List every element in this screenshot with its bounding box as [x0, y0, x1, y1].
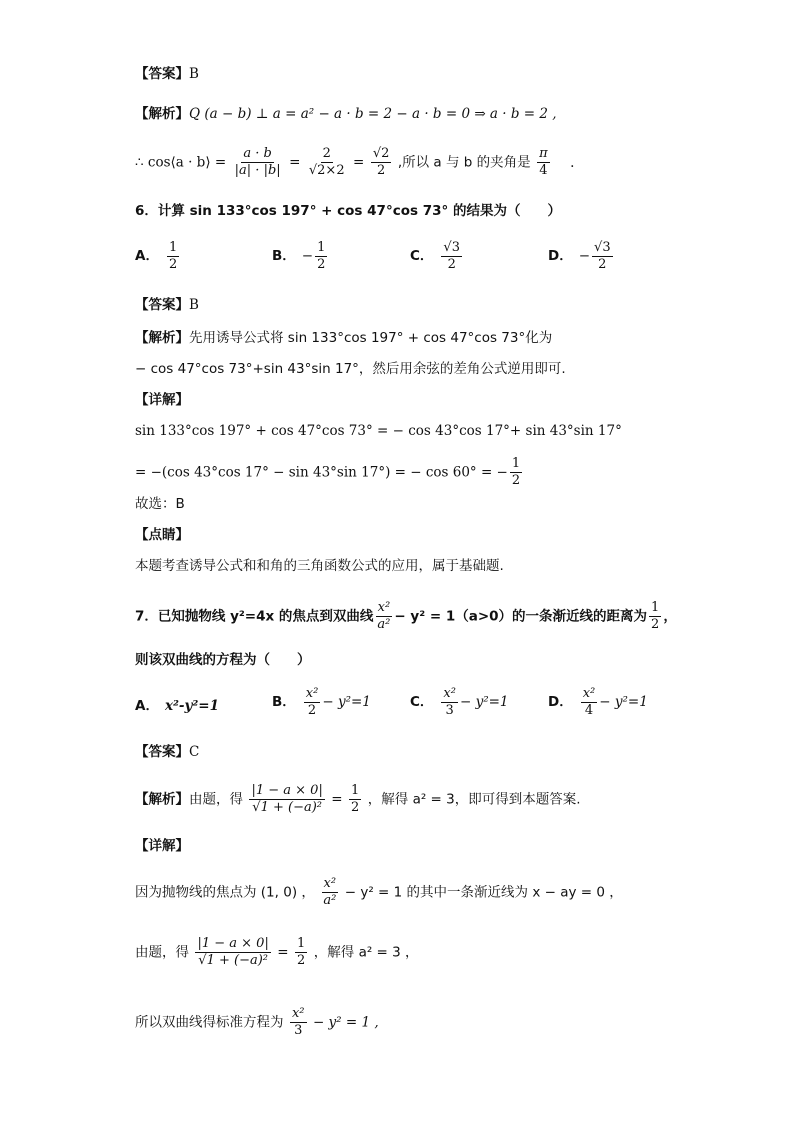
- q5-answer-line: [135, 64, 199, 84]
- q7-answer: C: [189, 744, 200, 760]
- q6-analysis-1: 先用诱导公式将 sin 133°cos 197° + cos 47°cos 73°化为: [189, 330, 553, 346]
- q6-option-d: D． − $\frac{√3}{2}$: [548, 240, 611, 272]
- q6-choice: 故选：B: [135, 496, 185, 512]
- q6-analysis-line: 【解析】先用诱导公式将 sin 133°cos 197° + cos 47°cos 73°化为: [135, 330, 553, 346]
- q7-detail-line-2: 由题，得 $\frac{|1 - a \times 0|}{\text{√1 + (−a)²}}$ = $\frac{1}{2}$ ，解得 a² = 3 ，: [135, 936, 419, 968]
- q7-analysis-line: 【解析】由题，得 $\frac{|1 - a \times 0|}{\text{√1 + (−a)²}}$ = $\frac{1}{2}$ ，解得 a² = 3，即可得到本题答案.: [135, 783, 581, 815]
- q7-answer-line: 【答案】C: [135, 744, 200, 760]
- q7-detail-tag: 【详解】: [135, 838, 189, 854]
- q6-analysis-line-2: − cos 47°cos 73°+sin 43°sin 17°，然后用余弦的差角公式逆用即可.: [135, 361, 566, 377]
- q7-stem-line-1: 7．已知抛物线 y²=4x 的焦点到双曲线 $\frac{\text{x²}}{\text{a²}}$ − y² = 1（a>0）的一条渐近线的距离为 $\frac{1}{2}$ ，: [135, 600, 677, 632]
- q5-frac-ab: $\frac{a \cdot b}{|a| \cdot |b|}$: [234, 146, 281, 178]
- q7-stem-line-2: 则该双曲线的方程为（ ）: [135, 652, 311, 668]
- answer-tag: 【答案】: [135, 66, 189, 82]
- q5-frac-2: $\frac{2}{√2\times 2}$: [308, 146, 345, 178]
- q6-stem: 6．计算 sin 133°cos 197° + cos 47°cos 73° 的结果为（ ）: [135, 203, 561, 219]
- q6-comment: 本题考查诱导公式和和角的三角函数公式的应用，属于基础题.: [135, 558, 504, 574]
- q6-detail-line-2: = −(cos 43°cos 17° − sin 43°sin 17°) = − cos 60° = − $\frac{1}{2}$: [135, 456, 521, 488]
- q6-answer: B: [189, 297, 199, 313]
- q6-detail-line-1: sin 133°cos 197° + cos 47°cos 73° = − cos 43°cos 17°+ sin 43°sin 17°: [135, 423, 622, 439]
- q7-option-c: C． $\frac{\text{x²}}{3}$ − y²=1: [410, 686, 509, 718]
- q7-option-a: A． x²-y²=1: [135, 698, 219, 714]
- analysis-tag: 【解析】: [135, 106, 189, 122]
- q6-answer-line: 【答案】B: [135, 297, 199, 313]
- q6-option-b: B． − $\frac{1}{2}$: [272, 240, 326, 272]
- q6-comment-tag: 【点睛】: [135, 527, 189, 543]
- q7-option-d: D． $\frac{\text{x²}}{4}$ − y²=1: [548, 686, 648, 718]
- q7-detail-line-3: 所以双曲线得标准方程为 $\frac{\text{x²}}{3}$ − y² = 1 ,: [135, 1006, 379, 1038]
- q5-angle-text: ,所以 a 与 b 的夹角是: [397, 154, 531, 171]
- q5-frac-pi: $\frac{\pi}{4}$: [539, 146, 548, 178]
- q6-detail-tag: 【详解】: [135, 392, 189, 408]
- q6-option-a: A． $\frac{1}{2}$: [135, 240, 178, 272]
- q6-option-c: C． $\frac{√3}{2}$: [410, 240, 460, 272]
- q5-frac-sqrt2: $\frac{√2}{2}$: [372, 146, 390, 178]
- q7-detail-line-1: 因为抛物线的焦点为 (1, 0) ， $\frac{\text{x²}}{\text{a²}}$ − y² = 1 的其中一条渐近线为 x − ay = 0 ，: [135, 876, 623, 908]
- q5-answer: B: [189, 66, 199, 82]
- q5-cos-line: ∴ cos⟨a · b⟩ = $\frac{a \cdot b}{|a| \cdot |b|}$ = $\frac{2}{√2\times 2}$ = $\frac{√2}{2}$ ,所以 a 与 b 的夹角是 $\frac{\pi}{4}$ .: [135, 146, 575, 178]
- q7-option-b: B． $\frac{\text{x²}}{2}$ − y²=1: [272, 686, 371, 718]
- q5-analysis-formula: Q (a − b) ⊥ a = a² − a · b = 2 − a · b = 0 ⇒ a · b = 2 ,: [189, 106, 557, 122]
- q5-analysis-line: [135, 104, 557, 124]
- q5-cos-pre: ∴ cos⟨a · b⟩ =: [135, 154, 227, 171]
